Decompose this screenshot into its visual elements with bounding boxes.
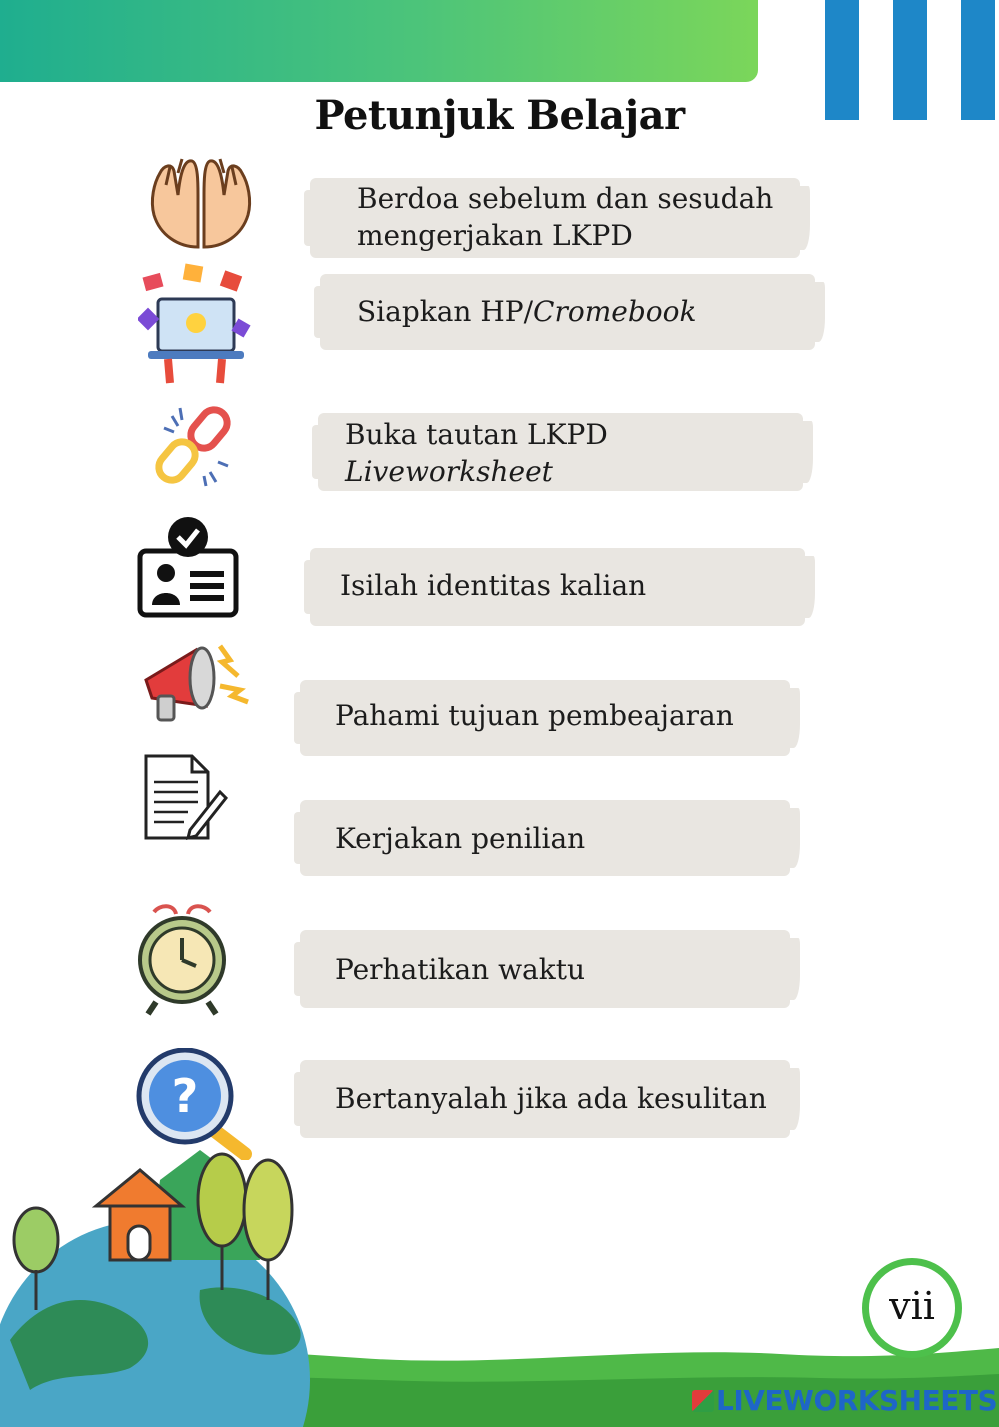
brand-name: LIVEWORKSHEETS bbox=[716, 1384, 998, 1417]
document-pen-icon bbox=[140, 752, 228, 844]
praying-hands-icon bbox=[148, 155, 254, 253]
step-text bbox=[335, 951, 585, 988]
step-text bbox=[335, 697, 734, 734]
step-line: Kerjakan penilian bbox=[335, 822, 586, 855]
step-text bbox=[335, 820, 585, 857]
step-text bbox=[335, 1080, 767, 1117]
step-line: Pahami tujuan pembeajaran bbox=[335, 699, 734, 732]
liveworksheets-logo-icon bbox=[692, 1390, 714, 1412]
step-line: Berdoa sebelum dan sesudah bbox=[357, 182, 774, 215]
step-text bbox=[345, 416, 608, 490]
page-number-badge: vii bbox=[862, 1258, 962, 1358]
broken-link-icon bbox=[150, 402, 238, 488]
step-line: Siapkan HP/ bbox=[357, 295, 534, 328]
step-text bbox=[340, 567, 646, 604]
id-card-check-icon bbox=[136, 515, 240, 619]
step-line-italic: Liveworksheet bbox=[345, 455, 553, 488]
laptop-ideas-icon bbox=[138, 263, 252, 385]
header-band bbox=[0, 0, 758, 82]
step-text bbox=[357, 180, 773, 254]
svg-text:?: ? bbox=[171, 1069, 199, 1123]
megaphone-icon bbox=[136, 636, 250, 724]
step-line-italic: Cromebook bbox=[533, 295, 697, 328]
step-line: Perhatikan waktu bbox=[335, 953, 585, 986]
brand-logo[interactable] bbox=[692, 1384, 997, 1417]
alarm-clock-icon bbox=[134, 900, 230, 1016]
step-line: mengerjakan LKPD bbox=[357, 219, 633, 252]
step-text bbox=[357, 293, 696, 330]
step-line: Bertanyalah jika ada kesulitan bbox=[335, 1082, 767, 1115]
step-line: Buka tautan LKPD bbox=[345, 418, 608, 451]
page-title: Petunjuk Belajar bbox=[314, 92, 685, 139]
step-line: Isilah identitas kalian bbox=[340, 569, 647, 602]
